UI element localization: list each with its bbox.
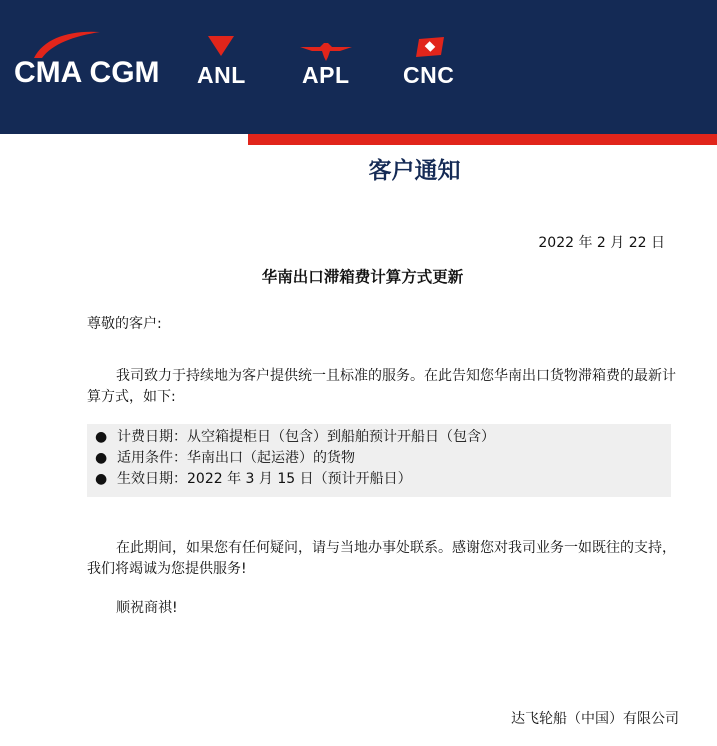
list-item-text: 计费日期：从空箱提柜日（包含）到船舶预计开船日（包含）	[117, 429, 495, 445]
list-item-text: 适用条件：华南出口（起运港）的货物	[117, 450, 355, 466]
closing-greeting: 顺祝商祺!	[116, 600, 178, 616]
anl-triangle-icon	[208, 36, 234, 56]
cnc-logo-text: CNC	[403, 62, 455, 88]
bullet-icon: ●	[95, 471, 108, 487]
company-signature: 达飞轮船（中国）有限公司	[511, 711, 679, 727]
bullet-list	[87, 424, 671, 497]
header-accent-stripe	[248, 134, 717, 145]
notice-subject: 华南出口滞箱费计算方式更新	[261, 268, 464, 286]
body-paragraph-contact: 在此期间，如果您有任何疑问，请与当地办事处联系。感谢您对我司业务一如既往的支持，我们将竭诚为您提供服务!	[87, 540, 676, 577]
salutation: 尊敬的客户:	[87, 316, 162, 332]
bullet-icon: ●	[95, 450, 108, 466]
list-item	[87, 448, 671, 469]
list-item-text: 生效日期：2022 年 3 月 15 日（预计开船日）	[117, 471, 412, 487]
apl-eagle-icon	[300, 43, 352, 61]
apl-logo-text: APL	[302, 62, 350, 88]
body-paragraph-intro: 我司致力于持续地为客户提供统一且标准的服务。在此告知您华南出口货物滞箱费的最新计算方式，如下:	[87, 368, 676, 405]
list-item	[87, 427, 671, 448]
notice-title: 客户通知	[368, 158, 461, 184]
header-banner	[0, 0, 717, 134]
anl-logo-text: ANL	[197, 62, 246, 88]
cnc-flag-icon	[416, 37, 444, 57]
cma-cgm-logo-text: CMA CGM	[14, 56, 160, 89]
bullet-icon: ●	[95, 429, 108, 445]
notice-date: 2022 年 2 月 22 日	[538, 235, 665, 251]
list-item	[87, 469, 671, 490]
